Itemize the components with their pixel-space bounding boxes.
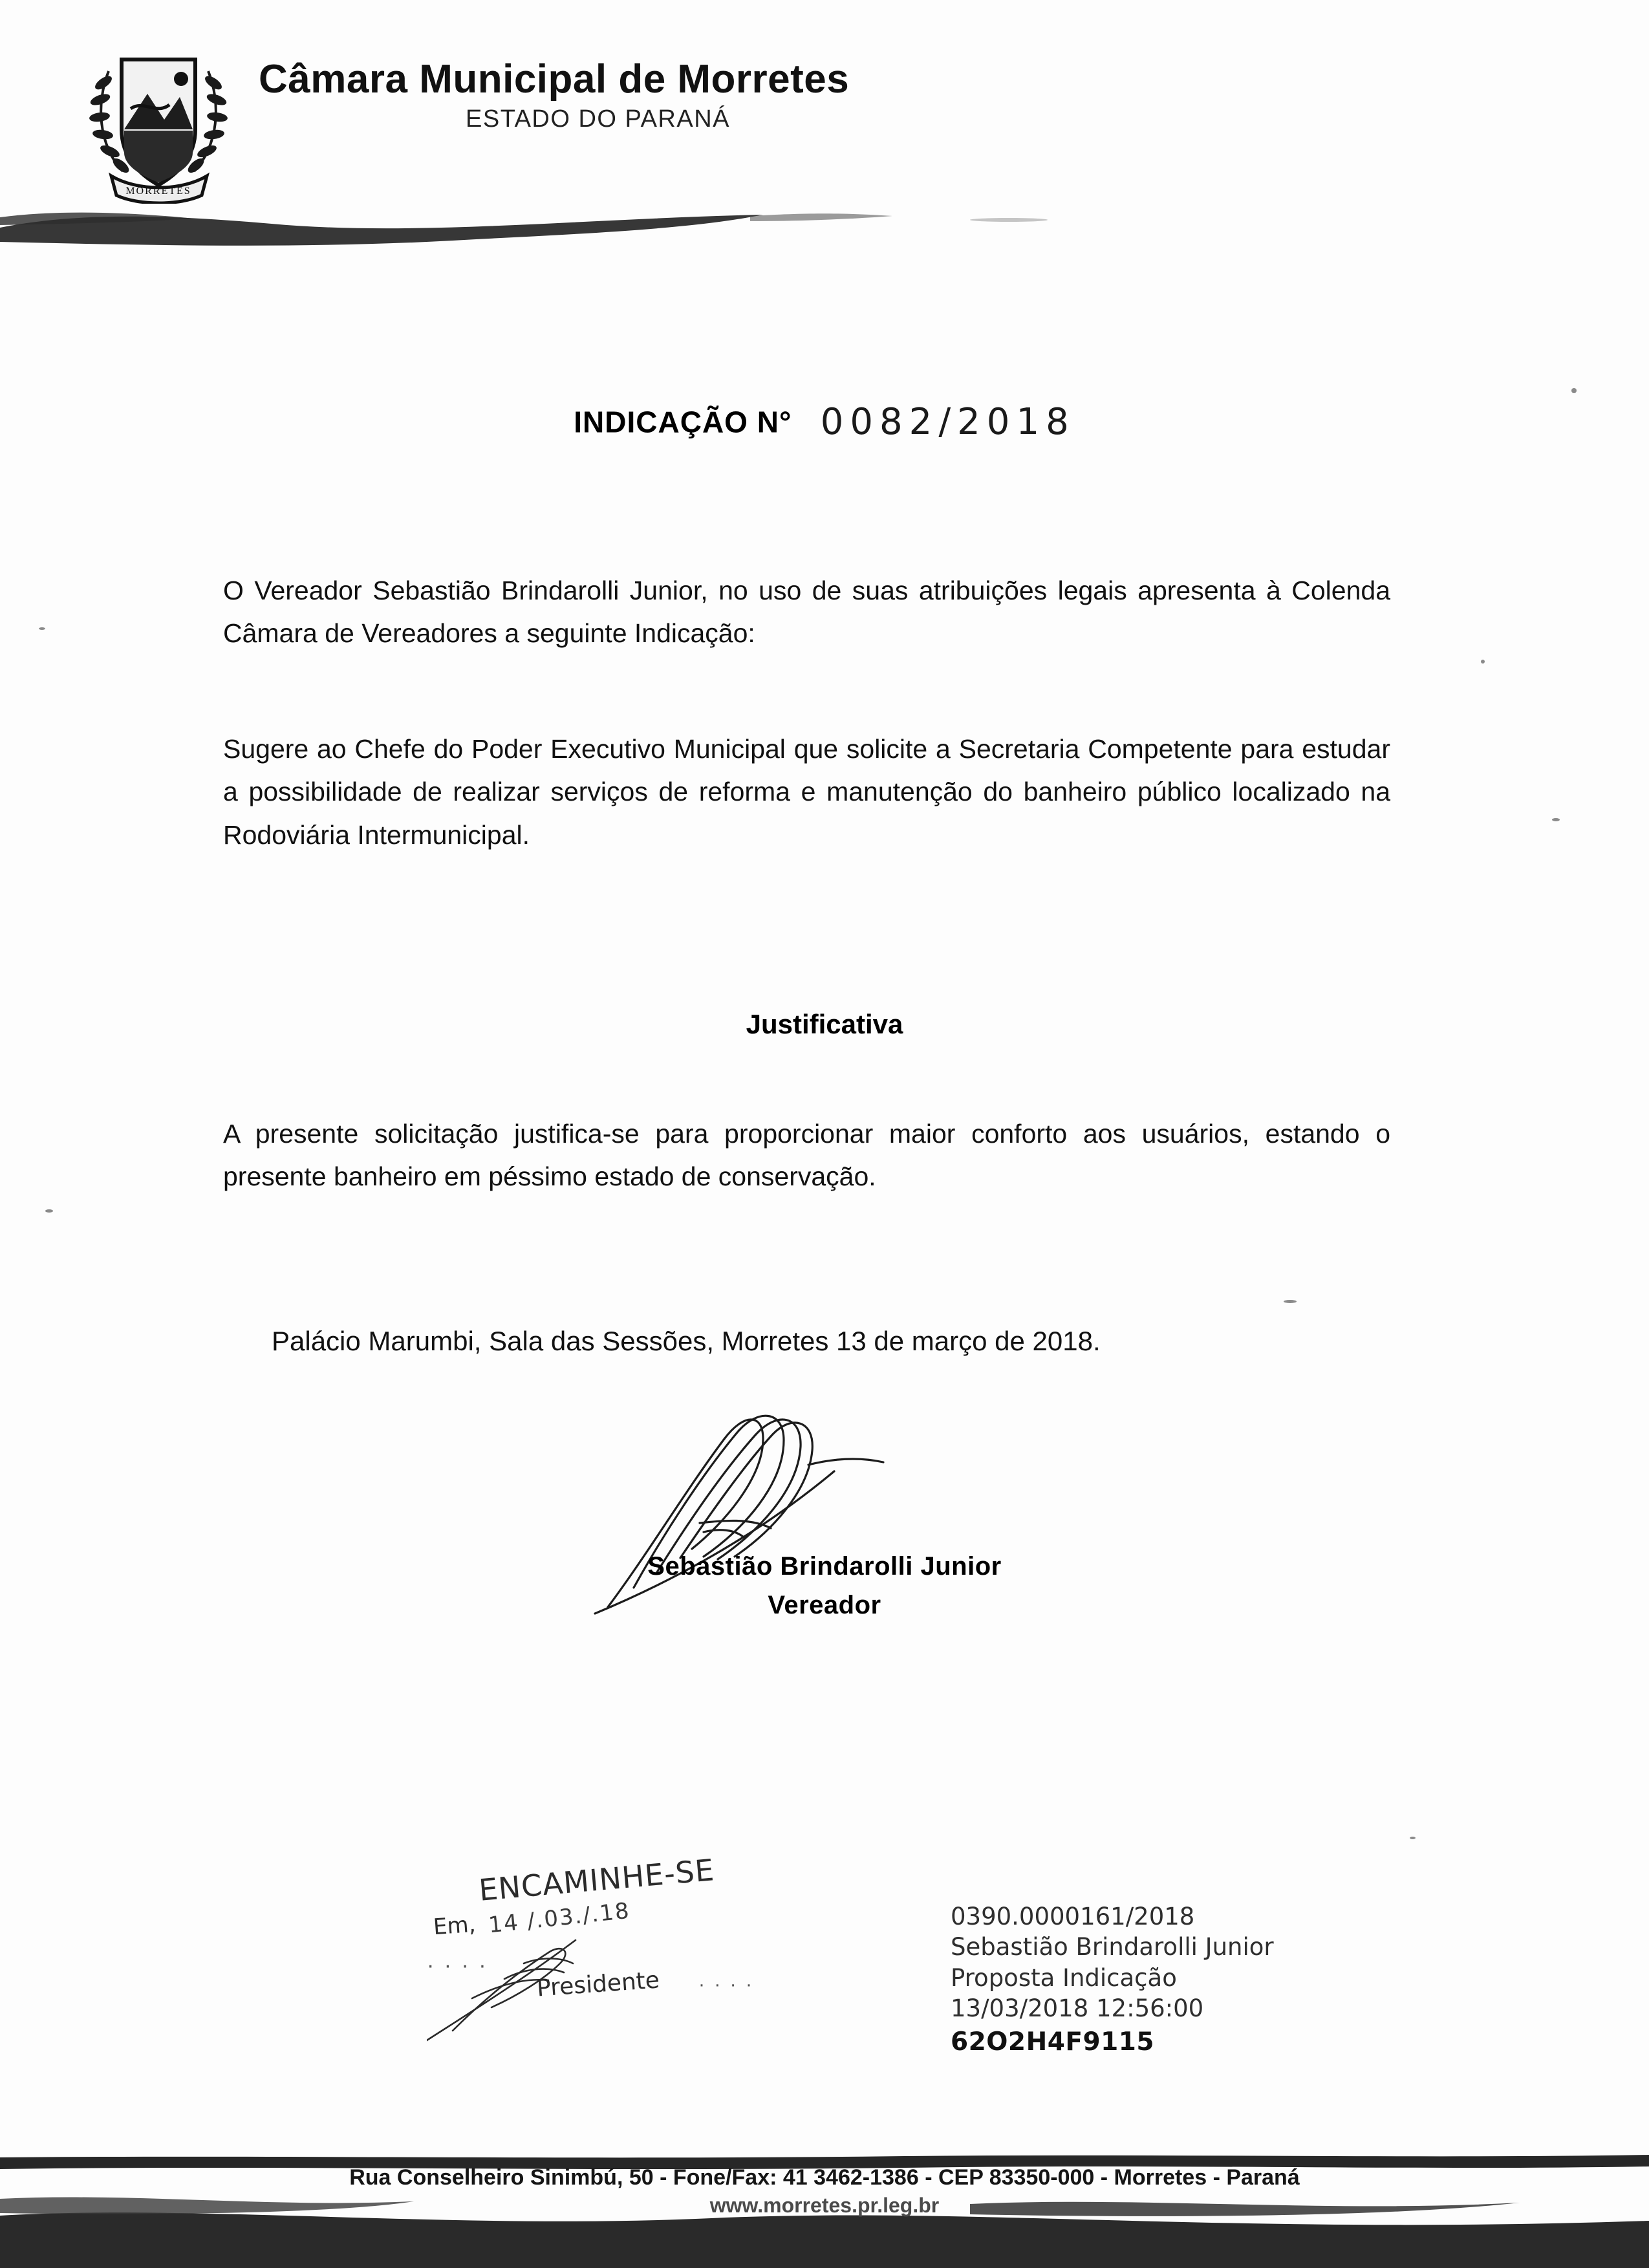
header-subtitle: ESTADO DO PARANÁ <box>466 105 730 133</box>
document-footer <box>0 2154 1649 2268</box>
stamp-date-label: Em, <box>432 1911 477 1941</box>
svg-text:MORRETES: MORRETES <box>125 186 191 197</box>
stamp-date-value: 14 /.03./.18 <box>487 1897 632 1939</box>
scan-speck <box>1552 818 1560 821</box>
scan-speck <box>39 627 45 630</box>
signature-role: Vereador <box>768 1591 881 1619</box>
encaminhe-se-stamp <box>427 1852 789 2057</box>
stamp-signature-icon <box>427 1901 789 2060</box>
footer-address: Rua Conselheiro Sinimbú, 50 - Fone/Fax: 41 3462-1386 - CEP 83350-000 - Morretes - Paraná <box>349 2165 1300 2190</box>
justification-heading: Justificativa <box>746 1009 903 1039</box>
scan-speck <box>1481 660 1485 664</box>
justification-paragraph: A presente solicitação justifica-se para proporcionar maior conforto aos usuários, estando o presente banheiro em péssimo estado de conservação. <box>223 1119 1390 1192</box>
coat-of-arms-icon <box>84 32 233 204</box>
document-number-line <box>0 401 1649 443</box>
intro-paragraph: O Vereador Sebastião Brindarolli Junior, no uso de suas atribuições legais apresenta à Colenda Câmara de Vereadores a seguinte Indicação: <box>223 576 1390 649</box>
document-header <box>0 26 1649 220</box>
scan-speck <box>45 1209 53 1213</box>
page-title: Câmara Municipal de Morretes <box>259 57 850 102</box>
main-paragraph: Sugere ao Chefe do Poder Executivo Municipal que solicite a Secretaria Competente para estudar a possibilidade de realizar serviços de reforma e manutenção do banheiro público localizado na Rodoviária Intermunicipal. <box>223 734 1390 850</box>
scan-artifact-band <box>0 208 1649 255</box>
footer-website: www.morretes.pr.leg.br <box>709 2194 940 2217</box>
protocol-number: 0390.0000161/2018 <box>951 1903 1195 1930</box>
header-text-block <box>259 58 1164 133</box>
document-number-value: 0082/2018 <box>820 401 1075 443</box>
scan-speck <box>1284 1300 1297 1303</box>
stamp-title: ENCAMINHE-SE <box>477 1852 716 1908</box>
protocol-type: Proposta Indicação <box>951 1963 1177 1992</box>
stamp-dots-right: · · · · <box>698 1974 754 1995</box>
stamp-role-label: Presidente <box>535 1967 661 2002</box>
scan-speck <box>1410 1837 1416 1839</box>
place-and-date: Palácio Marumbi, Sala das Sessões, Morretes 13 de março de 2018. <box>272 1326 1101 1356</box>
protocol-datetime: 13/03/2018 12:56:00 <box>951 1994 1204 2023</box>
document-number-label: INDICAÇÃO N° <box>574 405 792 439</box>
signature-name: Sebastião Brindarolli Junior <box>647 1552 1002 1581</box>
protocol-code: 62O2H4F9115 <box>951 2027 1155 2057</box>
digital-protocol-block <box>951 1901 1274 2058</box>
protocol-name: Sebastião Brindarolli Junior <box>951 1933 1274 1961</box>
stamp-dots-left: · · · · <box>427 1953 488 1978</box>
scan-speck <box>1571 388 1577 393</box>
